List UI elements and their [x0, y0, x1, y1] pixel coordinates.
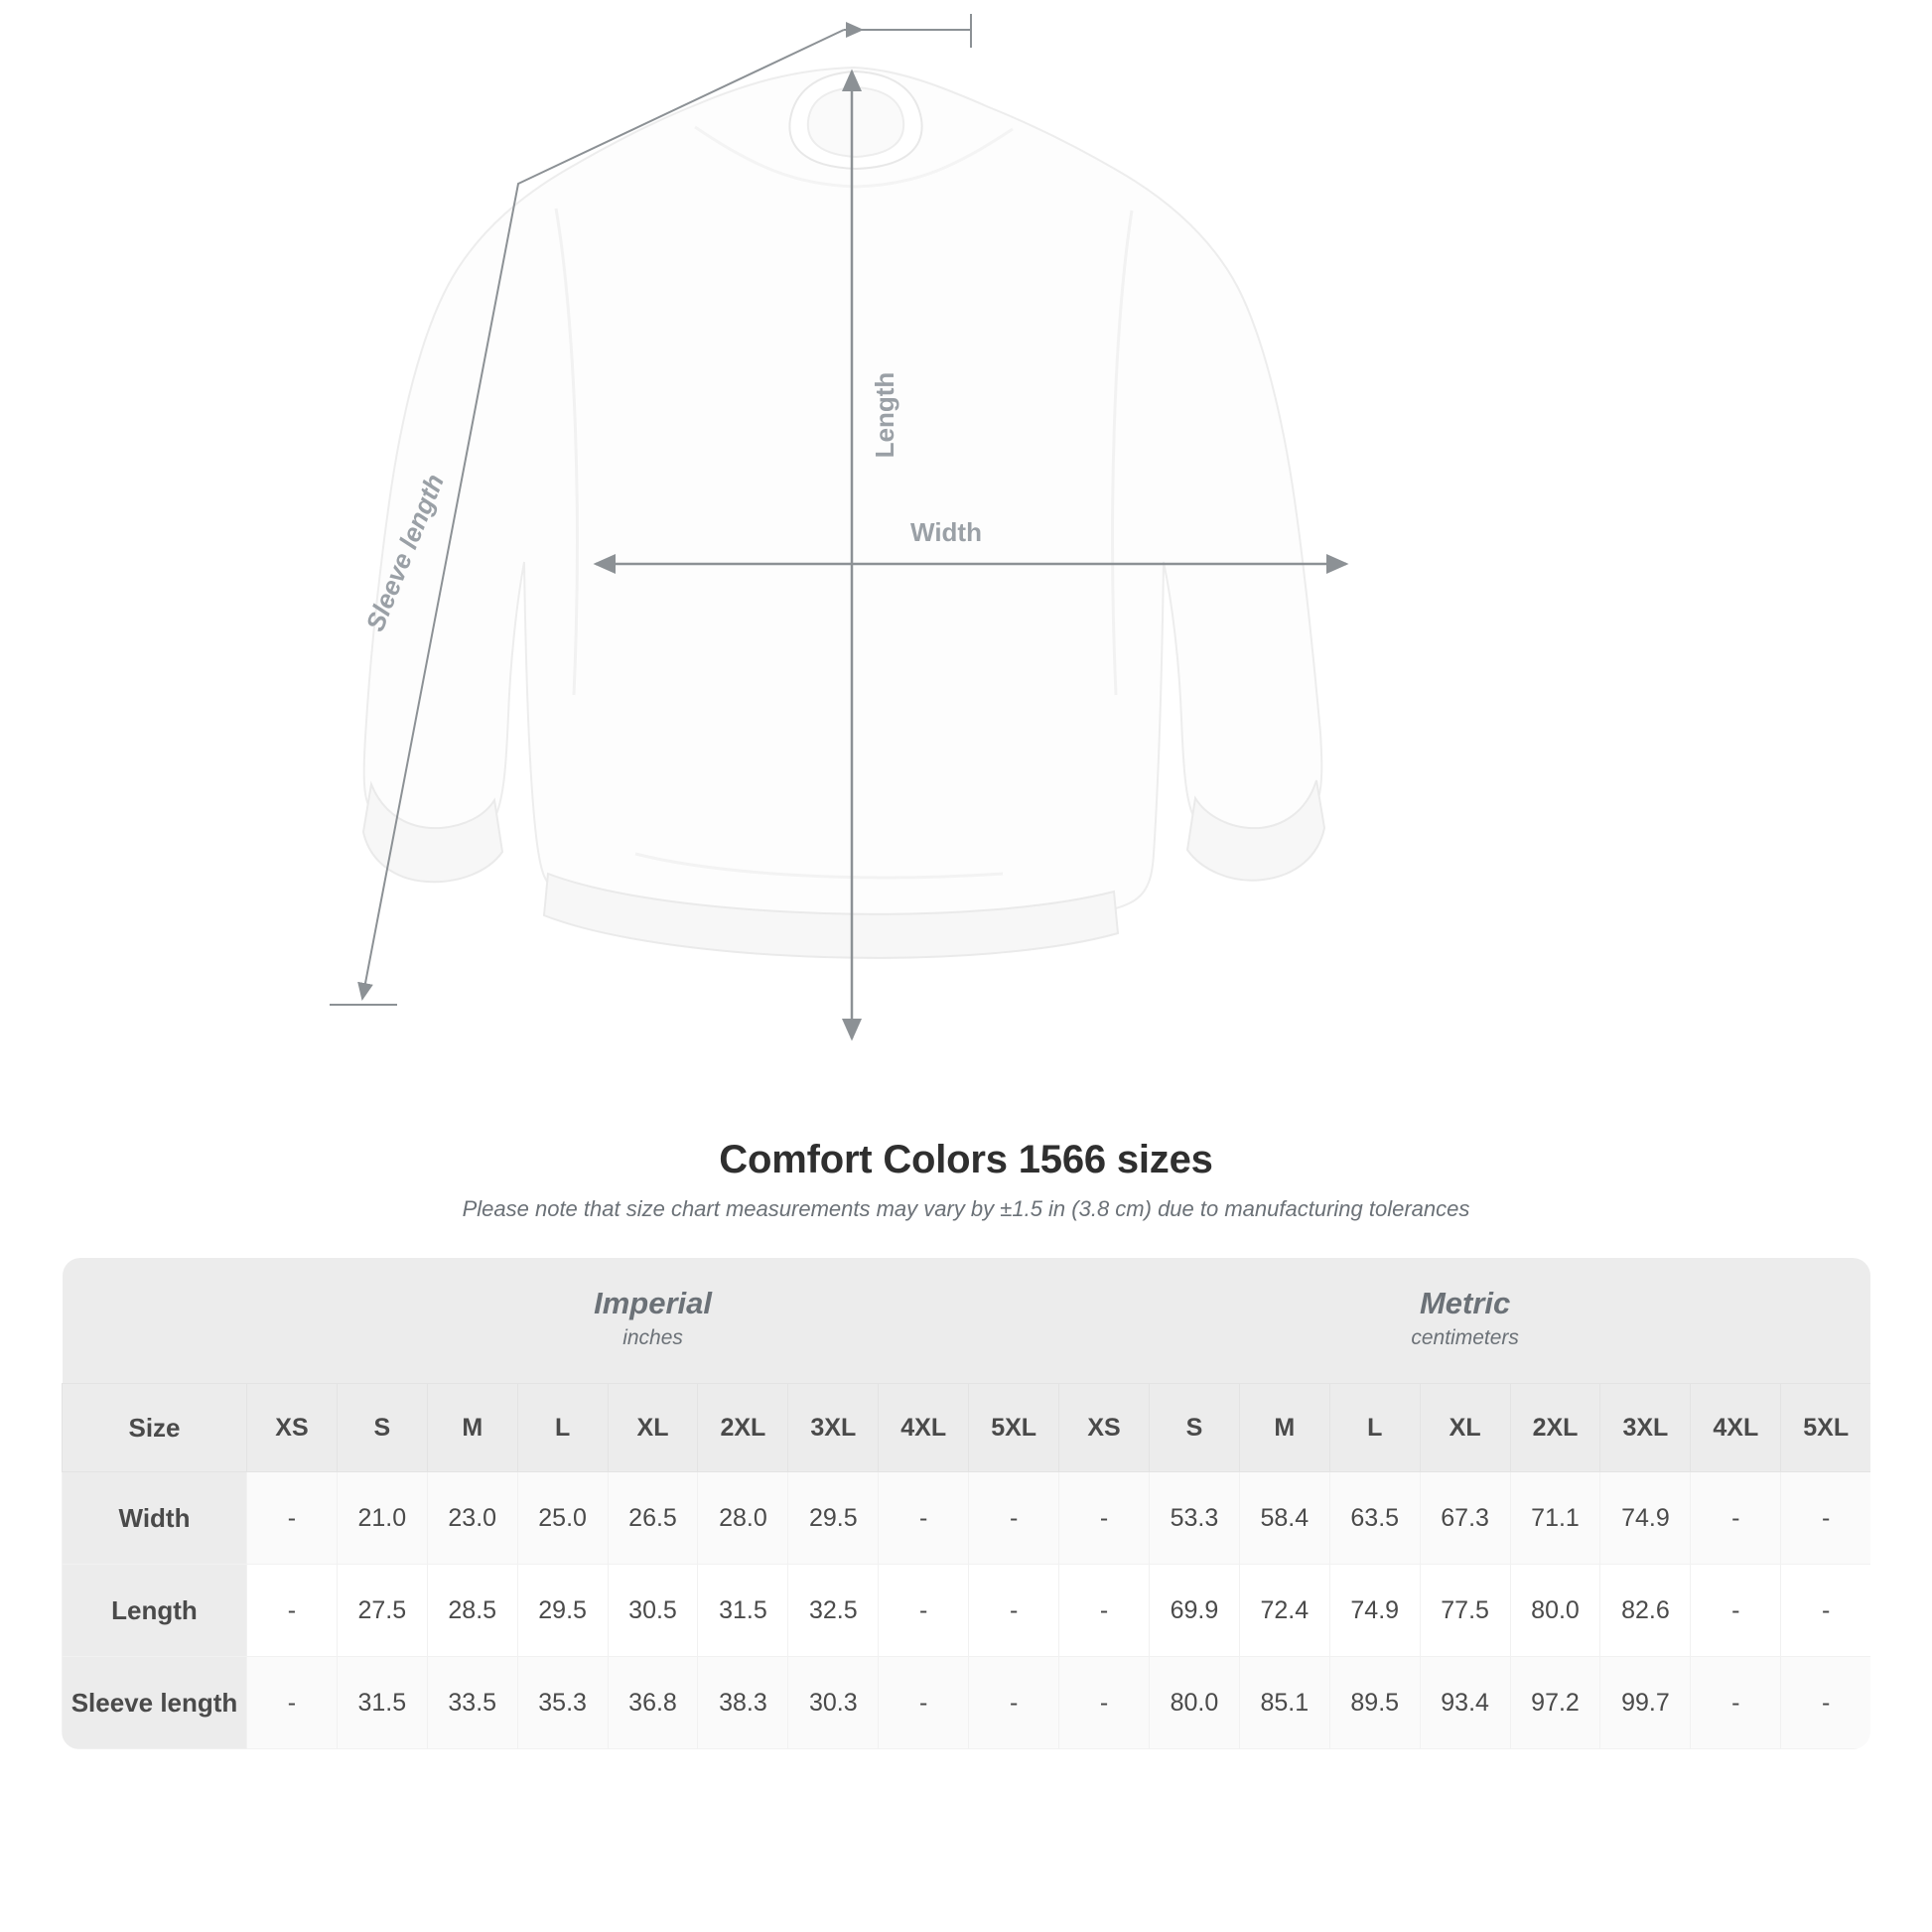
page-title: Comfort Colors 1566 sizes — [719, 1138, 1213, 1181]
cell-width-imperial-xl: 26.5 — [608, 1472, 698, 1565]
size-column-header: Size — [63, 1384, 247, 1472]
table-row — [63, 1657, 1871, 1749]
cell-width-imperial-xs: - — [247, 1472, 338, 1565]
unit-group-metric — [1059, 1258, 1870, 1384]
size-header-4xl-metric: 4XL — [1691, 1384, 1781, 1472]
size-header-s-metric: S — [1150, 1384, 1240, 1472]
page-subtitle: Please note that size chart measurements may vary by ±1.5 in (3.8 cm) due to manufacturing tolerances — [462, 1196, 1470, 1221]
cell-sleeve-length-metric-4xl: - — [1691, 1657, 1781, 1749]
size-header-row — [63, 1384, 1871, 1472]
unit-group-name: Imperial — [594, 1286, 712, 1321]
cell-length-metric-5xl: - — [1781, 1565, 1870, 1657]
cell-length-imperial-xs: - — [247, 1565, 338, 1657]
cell-width-imperial-m: 23.0 — [427, 1472, 517, 1565]
cell-width-imperial-l: 25.0 — [517, 1472, 608, 1565]
cell-sleeve-length-imperial-2xl: 38.3 — [698, 1657, 788, 1749]
cell-sleeve-length-imperial-xl: 36.8 — [608, 1657, 698, 1749]
size-header-m-metric: M — [1239, 1384, 1329, 1472]
sleeve-length-label: Sleeve length — [359, 470, 450, 635]
cell-sleeve-length-metric-2xl: 97.2 — [1510, 1657, 1600, 1749]
cell-width-metric-l: 63.5 — [1329, 1472, 1420, 1565]
row-label-width: Width — [63, 1472, 247, 1565]
cell-width-imperial-3xl: 29.5 — [788, 1472, 879, 1565]
cell-width-imperial-s: 21.0 — [337, 1472, 427, 1565]
cell-length-metric-xl: 77.5 — [1420, 1565, 1510, 1657]
cell-sleeve-length-metric-5xl: - — [1781, 1657, 1870, 1749]
row-label-sleeve-length: Sleeve length — [63, 1657, 247, 1749]
size-header-xl-imperial: XL — [608, 1384, 698, 1472]
cell-width-imperial-4xl: - — [879, 1472, 969, 1565]
cell-length-metric-l: 74.9 — [1329, 1565, 1420, 1657]
size-header-5xl-imperial: 5XL — [969, 1384, 1059, 1472]
cell-sleeve-length-metric-3xl: 99.7 — [1600, 1657, 1691, 1749]
cell-sleeve-length-metric-xl: 93.4 — [1420, 1657, 1510, 1749]
cell-width-metric-5xl: - — [1781, 1472, 1870, 1565]
cell-width-metric-2xl: 71.1 — [1510, 1472, 1600, 1565]
size-header-xl-metric: XL — [1420, 1384, 1510, 1472]
cell-length-imperial-m: 28.5 — [427, 1565, 517, 1657]
cell-width-metric-xl: 67.3 — [1420, 1472, 1510, 1565]
cell-length-metric-s: 69.9 — [1150, 1565, 1240, 1657]
cell-sleeve-length-imperial-s: 31.5 — [337, 1657, 427, 1749]
cell-sleeve-length-metric-l: 89.5 — [1329, 1657, 1420, 1749]
width-label: Width — [910, 517, 982, 547]
cell-width-metric-4xl: - — [1691, 1472, 1781, 1565]
cell-length-metric-3xl: 82.6 — [1600, 1565, 1691, 1657]
size-header-s-imperial: S — [337, 1384, 427, 1472]
size-header-2xl-imperial: 2XL — [698, 1384, 788, 1472]
size-header-xs-imperial: XS — [247, 1384, 338, 1472]
cell-width-metric-xs: - — [1059, 1472, 1150, 1565]
cell-length-metric-m: 72.4 — [1239, 1565, 1329, 1657]
cell-width-metric-m: 58.4 — [1239, 1472, 1329, 1565]
cell-width-metric-s: 53.3 — [1150, 1472, 1240, 1565]
size-header-m-imperial: M — [427, 1384, 517, 1472]
cell-sleeve-length-imperial-xs: - — [247, 1657, 338, 1749]
cell-sleeve-length-imperial-4xl: - — [879, 1657, 969, 1749]
size-header-4xl-imperial: 4XL — [879, 1384, 969, 1472]
unit-header-row — [63, 1258, 1871, 1384]
length-label: Length — [870, 371, 899, 459]
size-table-wrapper — [62, 1258, 1870, 1749]
size-header-xs-metric: XS — [1059, 1384, 1150, 1472]
cell-width-metric-3xl: 74.9 — [1600, 1472, 1691, 1565]
size-header-3xl-imperial: 3XL — [788, 1384, 879, 1472]
cell-sleeve-length-imperial-l: 35.3 — [517, 1657, 608, 1749]
cell-length-imperial-xl: 30.5 — [608, 1565, 698, 1657]
cell-length-metric-xs: - — [1059, 1565, 1150, 1657]
cell-length-imperial-5xl: - — [969, 1565, 1059, 1657]
sweatshirt-graphic — [363, 68, 1324, 958]
cell-sleeve-length-metric-s: 80.0 — [1150, 1657, 1240, 1749]
cell-length-imperial-l: 29.5 — [517, 1565, 608, 1657]
size-header-3xl-metric: 3XL — [1600, 1384, 1691, 1472]
cell-sleeve-length-imperial-3xl: 30.3 — [788, 1657, 879, 1749]
cell-length-imperial-2xl: 31.5 — [698, 1565, 788, 1657]
unit-group-imperial — [247, 1258, 1059, 1384]
cell-sleeve-length-imperial-m: 33.5 — [427, 1657, 517, 1749]
unit-group-unit: centimeters — [1411, 1326, 1519, 1350]
cell-sleeve-length-metric-xs: - — [1059, 1657, 1150, 1749]
unit-group-unit: inches — [622, 1326, 683, 1350]
row-label-length: Length — [63, 1565, 247, 1657]
size-header-l-imperial: L — [517, 1384, 608, 1472]
size-header-2xl-metric: 2XL — [1510, 1384, 1600, 1472]
size-header-l-metric: L — [1329, 1384, 1420, 1472]
size-table — [62, 1258, 1870, 1749]
table-row — [63, 1472, 1871, 1565]
cell-length-metric-2xl: 80.0 — [1510, 1565, 1600, 1657]
size-header-5xl-metric: 5XL — [1781, 1384, 1870, 1472]
cell-length-imperial-3xl: 32.5 — [788, 1565, 879, 1657]
unit-group-name: Metric — [1419, 1286, 1511, 1321]
table-corner-cell — [63, 1258, 247, 1384]
cell-length-metric-4xl: - — [1691, 1565, 1781, 1657]
cell-sleeve-length-metric-m: 85.1 — [1239, 1657, 1329, 1749]
cell-sleeve-length-imperial-5xl: - — [969, 1657, 1059, 1749]
table-row — [63, 1565, 1871, 1657]
cell-width-imperial-5xl: - — [969, 1472, 1059, 1565]
cell-width-imperial-2xl: 28.0 — [698, 1472, 788, 1565]
cell-length-imperial-s: 27.5 — [337, 1565, 427, 1657]
cell-length-imperial-4xl: - — [879, 1565, 969, 1657]
